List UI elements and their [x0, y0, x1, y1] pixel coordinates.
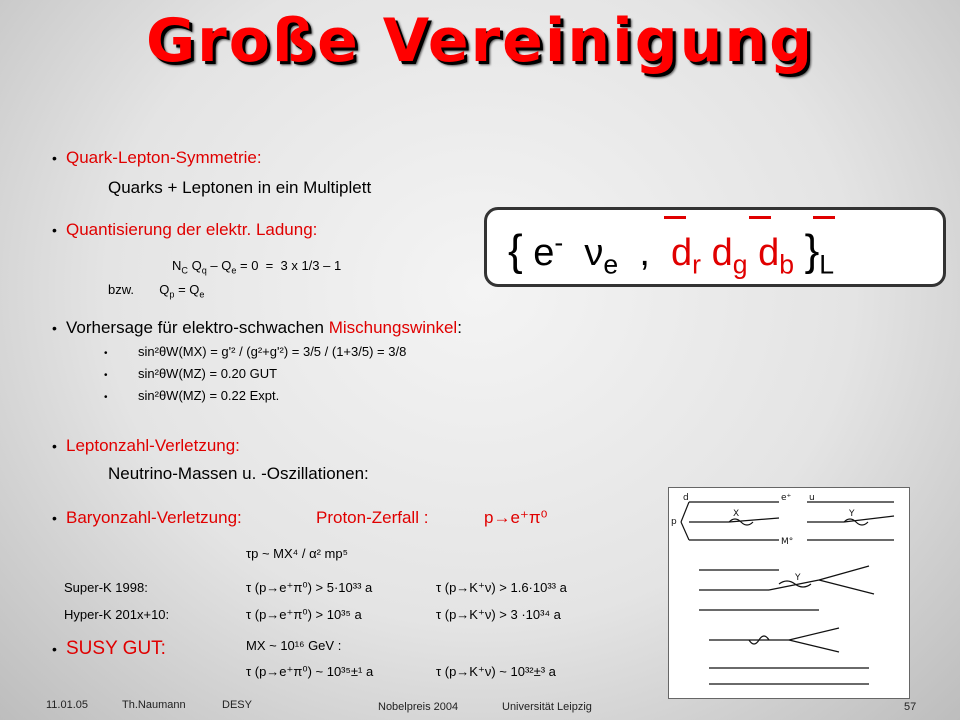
anti-d-green: d: [711, 232, 733, 274]
bullet-text: Leptonzahl-Verletzung:: [66, 436, 240, 455]
footer-event: Nobelpreis 2004: [378, 701, 459, 713]
color-b: b: [779, 249, 794, 280]
bullet-mischungswinkel: [52, 318, 462, 338]
diagram-label-u: u: [809, 493, 815, 503]
antiquark-bar-g: [749, 216, 771, 219]
footer-date: 11.01.05: [46, 699, 89, 711]
anti-d-red: d: [671, 232, 693, 274]
charge-equation: $N_C$ $Q_q - Q_e = 0 = 3$ x 1/3 – 1: [172, 258, 342, 276]
sub-bullet-text: sin²θW(MZ) = 0.22 Expt.: [138, 388, 280, 403]
bullet-text: Quark-Lepton-Symmetrie:: [66, 148, 262, 167]
electron-charge: -: [554, 227, 564, 258]
footer-org: DESY: [222, 699, 252, 711]
bullet-dot: •: [104, 348, 108, 359]
superk-limit-1: τ (p→e⁺π⁰) > 5·10³³ a: [246, 580, 373, 595]
susy-limit-1: τ (p→e⁺π⁰) ~ 10³⁵±¹ a: [246, 664, 374, 679]
susy-limit-2: τ (p→K⁺ν) ~ 10³²±³ a: [436, 664, 556, 679]
sub-bullet-text: sin²θW(MX) = g'² / (g²+g'²) = 3/5 / (1+3/5) = 3/8: [138, 344, 407, 359]
comma: ,: [639, 232, 650, 274]
mischungswinkel-term: Mischungswinkel: [328, 318, 458, 337]
hyperk-label: Hyper-K 201x+10:: [64, 607, 170, 622]
proton-decay-channel: p→e⁺π⁰: [484, 508, 548, 527]
bullet-subline: Quarks + Leptonen in ein Multiplett: [108, 178, 372, 197]
charge-equation-2: bzw. $Q_p = Q_e$: [108, 282, 205, 300]
bullet-ladung: [52, 220, 317, 240]
bullet-dot: •: [52, 222, 57, 238]
antiquark-bar-r: [664, 216, 686, 219]
bullet-dot: •: [52, 438, 57, 454]
feynman-diagrams-image: [668, 487, 910, 699]
sub-bullet-text: sin²θW(MZ) = 0.20 GUT: [138, 366, 278, 381]
bullet-dot: •: [52, 150, 57, 166]
bullet-text: Baryonzahl-Verletzung:: [66, 508, 242, 527]
sub-bullet-3: [104, 388, 279, 403]
lifetime-formula: τp ~ MX⁴ / α² mp⁵: [246, 546, 349, 561]
hyperk-limit-2: τ (p→K⁺ν) > 3 ·10³⁴ a: [436, 607, 561, 622]
diagram-label-y: Y: [849, 509, 855, 519]
bullet-text: Vorhersage für elektro-schwachen: [66, 318, 329, 337]
bullet-baryonzahl: [52, 508, 242, 528]
diagram-label-y2: Y: [795, 573, 801, 583]
slide-title: Große Vereinigung: [145, 6, 815, 76]
brace-close: }: [804, 226, 820, 275]
neutrino: ν: [584, 232, 604, 274]
diagram-label-e: e⁺: [781, 493, 792, 503]
footer-author: Th.Naumann: [122, 699, 186, 711]
sub-bullet-1: [104, 344, 406, 359]
feynman-diagrams: [669, 488, 909, 698]
sub-bullet-2: [104, 366, 277, 381]
neutrino-flavor: e: [603, 249, 619, 280]
bullet-text: SUSY GUT:: [66, 638, 166, 659]
electron: e: [533, 232, 555, 274]
footer-university: Universität Leipzig: [502, 701, 592, 713]
diagram-label-d: d: [683, 493, 689, 503]
proton-decay-label: Proton-Zerfall :: [316, 508, 429, 527]
susy-mass-scale: MX ~ 10¹⁶ GeV :: [246, 638, 342, 653]
diagram-label-x: X: [733, 509, 740, 519]
antiquark-bar-b: [813, 216, 835, 219]
brace-open: {: [508, 226, 523, 275]
bullet-dot: •: [104, 370, 108, 381]
bullet-susy-gut: [52, 638, 166, 660]
bullet-colon: :: [457, 318, 462, 337]
bullet-subline: Neutrino-Massen u. -Oszillationen:: [108, 464, 369, 483]
color-g: g: [732, 249, 748, 280]
superk-label: Super-K 1998:: [64, 580, 148, 595]
bullet-quark-lepton: [52, 148, 262, 168]
bullet-dot: •: [52, 641, 57, 657]
color-r: r: [692, 249, 701, 280]
left-handed: L: [819, 249, 835, 280]
bullet-dot: •: [52, 510, 57, 526]
anti-d-blue: d: [758, 232, 780, 274]
hyperk-limit-1: τ (p→e⁺π⁰) > 10³⁵ a: [246, 607, 362, 622]
bullet-dot: •: [104, 392, 108, 403]
diagram-label-m: M°: [781, 537, 794, 547]
multiplet-formula: [508, 226, 835, 280]
bullet-leptonzahl: [52, 436, 240, 456]
bzw-label: bzw.: [108, 282, 135, 297]
bullet-text: Quantisierung der elektr. Ladung:: [66, 220, 318, 239]
superk-limit-2: τ (p→K⁺ν) > 1.6·10³³ a: [436, 580, 567, 595]
diagram-label-p: p: [671, 517, 677, 527]
bullet-dot: •: [52, 320, 57, 336]
footer-page-number: 57: [904, 701, 917, 713]
